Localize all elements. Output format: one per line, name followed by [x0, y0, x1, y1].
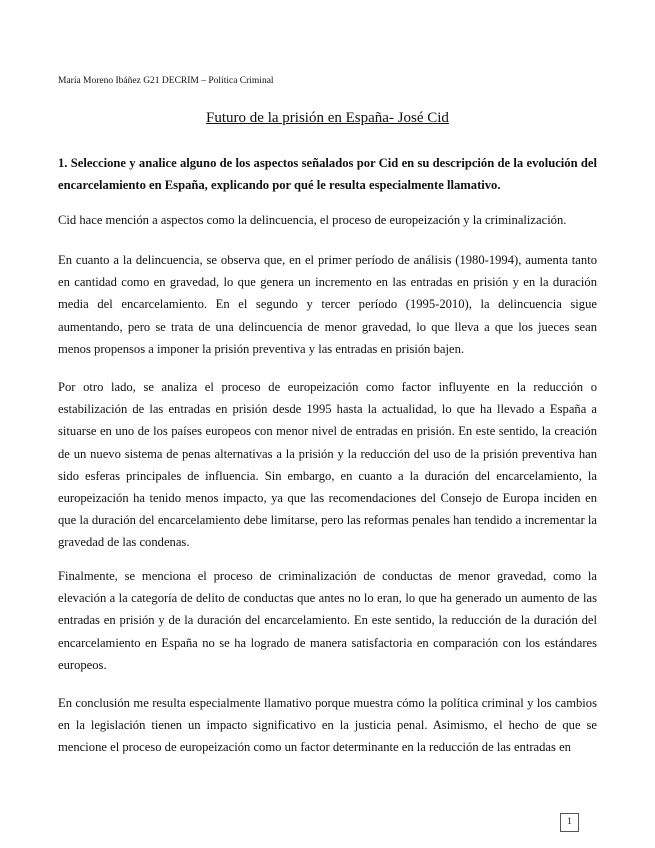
- paragraph-europeizacion: Por otro lado, se analiza el proceso de europeización como factor influyente en la reducción o estabilización de las entradas en prisión desde 1995 hasta la actualidad, lo que ha llevado a España a situarse en uno de los países europeos con menor nivel de entradas en prisión. En este sentido, la creación de un nuevo sistema de penas alternativas a la prisión y la reducción del uso de la prisión preventiva han sido esferas principales de influencia. Sin embargo, en cuanto a la duración del encarcelamiento, la europeización ha tenido menos impacto, ya que las recomendaciones del Consejo de Europa inciden en que la duración del encarcelamiento debe limitarse, pero las reformas penales han tendido a incrementar la gravedad de las condenas.: [58, 380, 597, 550]
- paragraph-intro: Cid hace mención a aspectos como la delincuencia, el proceso de europeización y la criminalización.: [58, 213, 567, 227]
- question-heading: 1. Seleccione y analice alguno de los aspectos señalados por Cid en su descripción de la evolución del encarcelamiento en España, explicando por qué le resulta especialmente llamativo.: [58, 156, 597, 193]
- page-number: 1: [560, 813, 579, 832]
- page-title: Futuro de la prisión en España- José Cid: [206, 110, 449, 126]
- paragraph-conclusion: En conclusión me resulta especialmente llamativo porque muestra cómo la política criminal y los cambios en la legislación tienen un impacto significativo en la justicia penal. Asimismo, el hecho de que se mencione el proceso de europeización como un factor determinante en la reducción de las entradas en: [58, 696, 597, 755]
- author-header: María Moreno Ibáñez G21 DECRIM – Política Criminal: [58, 76, 274, 86]
- paragraph-criminalizacion: Finalmente, se menciona el proceso de criminalización de conductas de menor gravedad, como la elevación a la categoría de delito de conductas que antes no lo eran, lo que ha generado un aumento de las entradas en prisión y de la duración del encarcelamiento. En este sentido, la reducción de la duración del encarcelamiento en España no se ha logrado de manera satisfactoria en comparación con los estándares europeos.: [58, 569, 597, 672]
- paragraph-delincuencia: En cuanto a la delincuencia, se observa que, en el primer período de análisis (1980-1994), aumenta tanto en cantidad como en gravedad, lo que genera un incremento en las entradas en prisión y en la duración media del encarcelamiento. En el segundo y tercer período (1995-2010), la delincuencia sigue aumentando, pero se trata de una delincuencia de menor gravedad, lo que lleva a que los jueces sean menos propensos a imponer la prisión preventiva y las entradas en prisión bajen.: [58, 253, 597, 356]
